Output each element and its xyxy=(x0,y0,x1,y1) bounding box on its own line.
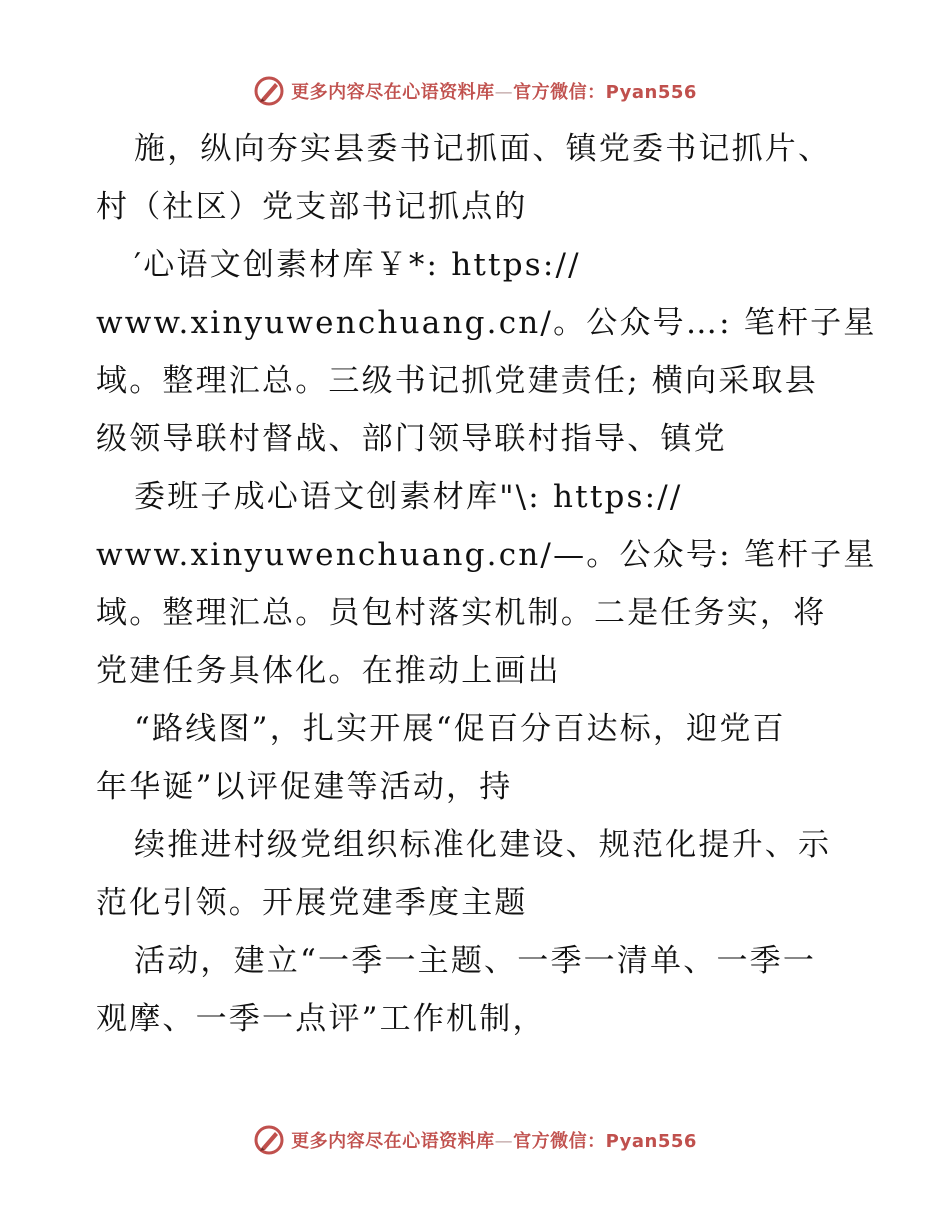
pen-circle-logo-icon xyxy=(253,75,285,107)
body-line: 级领导联村督战、部门领导联村指导、镇党 xyxy=(96,421,727,457)
footer-banner-tail: 官方微信： xyxy=(513,1131,606,1152)
footer-banner-main: 更多内容尽在心语资料库 xyxy=(291,1131,495,1152)
body-line: 观摩、一季一点评”工作机制， xyxy=(96,1001,546,1037)
header-banner xyxy=(0,74,950,108)
footer-banner-id: Pyan556 xyxy=(605,1131,697,1152)
footer-banner xyxy=(0,1123,950,1157)
body-line: 续推进村级党组织标准化建设、规范化提升、示 xyxy=(134,827,832,863)
body-line: www.xinyuwenchuang.cn/。公众号…: 笔杆子星 xyxy=(96,305,877,341)
body-line: 党建任务具体化。在推动上画出 xyxy=(96,653,561,689)
body-line: 村（社区）党支部书记抓点的 xyxy=(96,189,528,225)
header-banner-main: 更多内容尽在心语资料库 xyxy=(291,82,495,103)
body-line: 委班子成心语文创素材库"\: https:// xyxy=(134,479,683,515)
header-banner-tail: 官方微信： xyxy=(513,82,606,103)
footer-banner-sep: — xyxy=(494,1131,514,1152)
header-banner-sep: — xyxy=(494,82,514,103)
document-body xyxy=(96,120,877,1048)
body-line: 活动，建立“一季一主题、一季一清单、一季一 xyxy=(134,943,817,979)
body-line: www.xinyuwenchuang.cn/—。公众号: 笔杆子星 xyxy=(96,537,877,573)
header-banner-id: Pyan556 xyxy=(605,82,697,103)
body-line: 域。整理汇总。员包村落实机制。二是任务实，将 xyxy=(96,595,827,631)
body-line: 域。整理汇总。三级书记抓党建责任; 横向采取县 xyxy=(96,363,818,399)
body-line: 施，纵向夯实县委书记抓面、镇党委书记抓片、 xyxy=(134,131,832,167)
header-banner-text xyxy=(291,78,697,104)
pen-circle-logo-icon xyxy=(253,1124,285,1156)
body-line: ′心语文创素材库￥*: https:// xyxy=(134,247,581,283)
footer-banner-text xyxy=(291,1127,697,1153)
body-line: “路线图”，扎实开展“促百分百达标，迎党百 xyxy=(134,711,786,747)
body-line: 年华诞”以评促建等活动，持 xyxy=(96,769,513,805)
body-line: 范化引领。开展党建季度主题 xyxy=(96,885,528,921)
